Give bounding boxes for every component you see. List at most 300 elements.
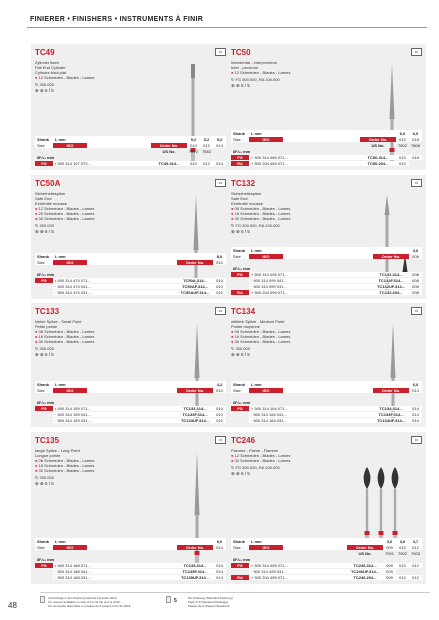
ref-number: + 500 204 099 071... xyxy=(249,290,373,295)
table-row xyxy=(35,538,226,544)
order-number: TC246.314... xyxy=(347,563,383,568)
table-row xyxy=(35,160,226,166)
product-code: TC134 xyxy=(231,307,256,316)
description-line: Safe End xyxy=(231,196,248,201)
value-cell: 010 xyxy=(213,278,226,283)
bullet-icon: ● xyxy=(35,211,39,216)
description-line: Sicherheitsspitze xyxy=(35,191,66,196)
diameter-label: Ø¹/₁₀ mm xyxy=(233,556,251,562)
ref-number: · 500 314 159 041... xyxy=(53,412,177,417)
order-number: TC133.314... xyxy=(177,406,213,411)
order-number: TC132.204... xyxy=(373,290,409,295)
package-icon: ▭ xyxy=(411,436,422,444)
order-number: TC135F.314... xyxy=(177,569,213,574)
table-row xyxy=(35,574,226,580)
speed-rpm xyxy=(231,465,280,470)
value-cell: 7572 xyxy=(189,148,198,154)
value-cell: 014 xyxy=(409,418,422,423)
description-line: Petite pointe xyxy=(35,324,58,329)
shank-type: FG xyxy=(35,406,53,411)
sterilization-icons: ⊕ ⊕ 6 / 5 xyxy=(35,481,54,486)
ref-number: • 500 314 474 071... xyxy=(53,278,177,283)
order-number: TC132UF.314... xyxy=(373,284,409,289)
value-cell: 3,6 xyxy=(386,538,393,544)
ref-number: · 500 314 474 041... xyxy=(53,284,177,289)
iso-header: ISO xyxy=(249,137,283,142)
table-row xyxy=(35,253,226,259)
table-row xyxy=(35,417,226,423)
value-cell: 010 xyxy=(187,161,200,166)
bullet-icon: ● xyxy=(35,75,39,80)
speed-value: 300.000 xyxy=(235,346,250,351)
speed-icon: ↻ xyxy=(35,346,40,351)
value-cell: 008 xyxy=(412,253,419,259)
bullet-icon: ● xyxy=(231,211,235,216)
ref-number: • 500 314 159 071... xyxy=(53,406,177,411)
length-label: L mm xyxy=(251,381,262,387)
ref-number: + 500 314 164 071... xyxy=(249,406,373,411)
diameter-label: Ø¹/₁₀ mm xyxy=(37,271,55,277)
value-cell: 3,7 xyxy=(412,538,419,544)
table-row xyxy=(231,283,422,289)
bullet-icon: ● xyxy=(35,463,39,468)
product-code: TC50 xyxy=(231,48,251,57)
bur-shape xyxy=(364,467,371,547)
ref-number: + 500 204 495 071... xyxy=(249,575,347,580)
table-row xyxy=(231,289,422,295)
sterilization-icons: ⊕ ⊕ 6 / 5 xyxy=(35,229,54,234)
description-line: Flamme - Flame - Flamme xyxy=(231,448,279,453)
speed-icon: ↻ xyxy=(35,82,40,87)
footer-note-left xyxy=(48,596,131,608)
ref-number: · 500 314 099 031... xyxy=(249,284,373,289)
table-row xyxy=(231,277,422,283)
length-label: L mm xyxy=(251,538,262,544)
value-cell: 010 xyxy=(213,406,226,411)
value-cell: 8,0 xyxy=(216,253,223,259)
value-cell: 014 xyxy=(409,412,422,417)
value-cell: 009 xyxy=(383,575,396,580)
diameter-label: Ø¹/₁₀ mm xyxy=(37,399,55,405)
blade-count-text: 30 Schneiden - Blades - Lames xyxy=(234,216,291,221)
blade-count-text: 12 Schneiden - Blades - Lames xyxy=(234,453,291,458)
value-cell: 009 xyxy=(383,563,396,568)
value-cell: 010 xyxy=(216,259,223,265)
blade-count-text: 30 Schneiden - Blades - Lames xyxy=(234,458,291,463)
order-table xyxy=(35,253,226,295)
product-code: TC50A xyxy=(35,179,61,188)
value-cell: 5,2 xyxy=(190,136,197,142)
order-number: TC134F.314... xyxy=(373,412,409,417)
product-code: TC133 xyxy=(35,307,60,316)
bullet-icon: ● xyxy=(231,70,235,75)
page-header xyxy=(27,8,427,28)
product-description xyxy=(35,448,94,473)
length-label: L mm xyxy=(55,253,66,259)
value-cell: 012 xyxy=(412,544,419,550)
shank-label: Shank xyxy=(233,381,246,387)
order-table xyxy=(35,538,226,580)
value-cell: 008 xyxy=(409,278,422,283)
speed-rpm xyxy=(231,77,280,82)
ref-number: · 500 314 099 041... xyxy=(249,278,373,283)
blade-count-text: 08 Schneiden - Blades - Lames xyxy=(234,329,291,334)
value-cell: 014 xyxy=(213,563,226,568)
footer-left-line: Auf Anfrage in 6er-Packung lieferbar bis Ende 2019. xyxy=(48,596,118,600)
order-header: Order No. xyxy=(151,143,187,148)
size-label: Size xyxy=(37,259,45,265)
ref-number: · 500 314 159 031... xyxy=(53,418,177,423)
bullet-icon: ● xyxy=(231,334,235,339)
blade-count-text: 08 Schneiden - Blades - Lames xyxy=(38,458,95,463)
bullet-icon: ● xyxy=(35,216,39,221)
ref-number: + 500 314 099 071... xyxy=(249,272,373,277)
value-cell: 010 xyxy=(396,155,409,160)
value-cell: 5,2 xyxy=(216,136,223,142)
blade-count-text: 20 Schneiden - Blades - Lames xyxy=(38,211,95,216)
sterilization-icons: ⊕ ⊕ 6 / 5 xyxy=(231,471,250,476)
sterilization-icons: ⊕ ⊕ 6 / 5 xyxy=(231,83,250,88)
order-table xyxy=(35,381,226,423)
iso-header: ISO xyxy=(53,260,87,265)
order-header: Order No. xyxy=(373,254,409,259)
order-table xyxy=(231,247,422,295)
description-line: lange Spitze - Long Point xyxy=(35,448,80,453)
shank-label: Shank xyxy=(37,538,50,544)
value-cell: 010 xyxy=(396,161,409,166)
bur-shape xyxy=(378,467,385,547)
ref-number: · 500 314 164 031... xyxy=(249,418,373,423)
value-cell: 009 xyxy=(386,544,393,550)
diameter-label: Ø¹/₁₀ mm xyxy=(37,154,55,160)
ref-number: · 500 314 168 031... xyxy=(53,575,177,580)
order-number: TC49.314... xyxy=(151,161,187,166)
value-cell: 012 xyxy=(203,142,210,148)
speed-value: 300.000 xyxy=(39,346,54,351)
table-row xyxy=(231,538,422,544)
order-number: TC50.314... xyxy=(360,155,396,160)
table-row xyxy=(35,277,226,283)
length-label: L mm xyxy=(251,247,262,253)
description-line: Extrémité mousse xyxy=(35,201,68,206)
us-label: US No. xyxy=(358,550,372,556)
speed-rpm xyxy=(35,346,54,351)
diameter-label: Ø¹/₁₀ mm xyxy=(233,265,251,271)
description-line: kleine Spitze - Small Point xyxy=(35,319,82,324)
footer-right-line: Paquet de 5 (Paquet Standard) xyxy=(188,604,230,608)
blade-count-text: 08 Schneiden - Blades - Lames xyxy=(234,206,291,211)
speed-icon: ↻ xyxy=(35,223,40,228)
speed-value: FG 300.000, RA 100.000 xyxy=(235,223,280,228)
table-row xyxy=(231,574,422,580)
us-label: US No. xyxy=(371,142,385,148)
footer-pack-number: 5 xyxy=(174,598,177,604)
value-cell: 4,2 xyxy=(216,381,223,387)
value-cell: 012 xyxy=(200,161,213,166)
blade-count-line xyxy=(231,339,290,344)
speed-icon: ↻ xyxy=(231,465,236,470)
table-row xyxy=(231,568,422,574)
value-cell: 7583 xyxy=(202,148,211,154)
package-icon: ▭ xyxy=(411,307,422,315)
order-header: Order No. xyxy=(347,545,383,550)
size-label: Size xyxy=(233,544,241,550)
size-label: Size xyxy=(233,253,241,259)
speed-rpm xyxy=(231,223,280,228)
diameter-label: Ø¹/₁₀ mm xyxy=(233,148,251,154)
table-row xyxy=(231,411,422,417)
table-row xyxy=(231,417,422,423)
ref-number: • 500 314 168 071... xyxy=(53,563,177,568)
shank-type: RA xyxy=(231,290,249,295)
table-row xyxy=(35,568,226,574)
product-panel xyxy=(31,303,230,427)
value-cell: 010 xyxy=(399,544,406,550)
value-cell: 018 xyxy=(412,136,419,142)
package-icon: ▭ xyxy=(215,307,226,315)
order-number: TC135UF.314... xyxy=(177,575,213,580)
table-row xyxy=(231,154,422,160)
bur-illustration xyxy=(173,64,236,184)
shank-type: FG xyxy=(35,278,53,283)
shank-type: FG xyxy=(231,563,249,568)
blade-count-text: 30 Schneiden - Blades - Lames xyxy=(234,339,291,344)
order-number: TC50AF.314... xyxy=(177,284,213,289)
table-row xyxy=(231,271,422,277)
page-number: 48 xyxy=(8,601,17,610)
value-cell: 008 xyxy=(409,290,422,295)
value-cell: 7902 xyxy=(398,550,407,556)
shank-type: FG xyxy=(35,563,53,568)
bullet-icon: ● xyxy=(35,334,39,339)
shank-label: Shank xyxy=(233,130,246,136)
description-line: Flat End Cylinder xyxy=(35,65,66,70)
value-cell: 014 xyxy=(213,575,226,580)
shank-label: Shank xyxy=(37,136,50,142)
iso-header: ISO xyxy=(53,388,87,393)
value-cell: 010 xyxy=(399,136,406,142)
order-header: Order No. xyxy=(360,137,396,142)
order-header: Order No. xyxy=(373,388,409,393)
shank-type: FG xyxy=(231,272,249,277)
speed-value: 300.000 xyxy=(39,475,54,480)
speed-rpm xyxy=(35,82,54,87)
size-label: Size xyxy=(233,136,241,142)
value-cell: 6,0 xyxy=(399,130,406,136)
product-description xyxy=(231,60,290,75)
size-label: Size xyxy=(37,142,45,148)
blade-count-text: 30 Schneiden - Blades - Lames xyxy=(38,339,95,344)
value-cell: 010 xyxy=(213,418,226,423)
blade-count-text: 08 Schneiden - Blades - Lames xyxy=(38,329,95,334)
bullet-icon: ● xyxy=(231,329,235,334)
blade-count-text: 30 Schneiden - Blades - Lames xyxy=(38,468,95,473)
description-line: Zylinder flach xyxy=(35,60,59,65)
bullet-icon: ● xyxy=(231,458,235,463)
footer-note-right xyxy=(188,596,233,608)
product-code: TC246 xyxy=(231,436,256,445)
value-cell: 7901 xyxy=(385,550,394,556)
footer-pack5-icon xyxy=(166,596,171,603)
bullet-icon: ● xyxy=(35,468,39,473)
value-cell: 010 xyxy=(396,563,409,568)
footer-left-line: Sur demande disponible en paquet de 6 jusqu'à la fin de 2019. xyxy=(48,604,132,608)
bullet-icon: ● xyxy=(35,339,39,344)
description-line: Longue pointe xyxy=(35,453,61,458)
product-description xyxy=(231,191,290,221)
iso-header: ISO xyxy=(249,388,283,393)
shank-type: FG xyxy=(231,155,249,160)
length-label: L mm xyxy=(251,130,262,136)
speed-icon: ↻ xyxy=(231,346,236,351)
bullet-icon: ● xyxy=(35,329,39,334)
ref-number: · 500 314 495 031... xyxy=(249,569,347,574)
iso-header: ISO xyxy=(53,143,87,148)
blade-count-line xyxy=(231,458,290,463)
ref-number: + 500 314 495 071... xyxy=(249,563,347,568)
value-cell: 3,0 xyxy=(412,247,419,253)
shank-label: Shank xyxy=(233,247,246,253)
speed-rpm xyxy=(35,223,54,228)
product-description xyxy=(231,448,290,463)
order-number: TC132F.314... xyxy=(373,278,409,283)
order-number: TC246.204... xyxy=(347,575,383,580)
product-description xyxy=(35,191,94,221)
bullet-icon: ● xyxy=(231,453,235,458)
bur-shape xyxy=(392,467,399,547)
page-header-title: FINIERER • FINISHERS • INSTRUMENTS À FINIR xyxy=(30,16,204,23)
description-line: mittlere Spitze - Medium Point xyxy=(231,319,285,324)
value-cell: 018 xyxy=(409,155,422,160)
order-number: TC132.314... xyxy=(373,272,409,277)
value-cell: 9,0 xyxy=(216,538,223,544)
iso-header: ISO xyxy=(53,545,87,550)
blade-count-text: 30 Schneiden - Blades - Lames xyxy=(38,216,95,221)
value-cell: 012 xyxy=(409,575,422,580)
diameter-label: Ø¹/₁₀ mm xyxy=(37,556,55,562)
order-number: TC246UF.314... xyxy=(347,569,383,574)
ref-number: · 500 314 474 031... xyxy=(53,290,177,295)
footer-right-line: Pack of 5 (Standard Package) xyxy=(188,600,229,604)
product-description xyxy=(35,319,94,344)
product-panel xyxy=(227,432,426,584)
shank-label: Shank xyxy=(233,538,246,544)
ref-number: · 500 314 168 041... xyxy=(53,569,177,574)
value-cell: 010 xyxy=(213,412,226,417)
product-panel xyxy=(31,175,230,299)
product-panel xyxy=(227,175,426,299)
speed-icon: ↻ xyxy=(231,77,236,82)
value-cell: 008 xyxy=(409,284,422,289)
product-code: TC49 xyxy=(35,48,55,57)
blade-count-line xyxy=(231,70,290,75)
blade-count-line xyxy=(35,339,94,344)
product-panel xyxy=(227,44,426,170)
table-row xyxy=(231,130,422,136)
table-row xyxy=(231,562,422,568)
speed-value: 300.000 xyxy=(39,82,54,87)
order-number: TC50.204... xyxy=(360,161,396,166)
description-line: Cylindre bout plat xyxy=(35,70,67,75)
ref-number: • 500 314 107 072... xyxy=(53,161,151,166)
value-cell: 014 xyxy=(409,406,422,411)
table-row xyxy=(35,136,226,142)
package-icon: ▭ xyxy=(215,436,226,444)
speed-value: 300.000 xyxy=(39,223,54,228)
sterilization-icons: ⊕ ⊕ 6 / 5 xyxy=(35,88,54,93)
description-line: Extrémité mousse xyxy=(231,201,264,206)
iso-header: ISO xyxy=(249,254,283,259)
product-panel xyxy=(31,432,230,584)
value-cell: 7802 xyxy=(398,142,407,148)
description-line: Interdental - Interproximal xyxy=(231,60,277,65)
order-number: TC50AUF.314... xyxy=(177,290,213,295)
bullet-icon: ● xyxy=(35,206,39,211)
order-table xyxy=(231,538,422,580)
description-line: Safe End xyxy=(35,196,52,201)
description-line: Pointe moyenne xyxy=(231,324,260,329)
product-description xyxy=(231,319,290,344)
product-code: TC135 xyxy=(35,436,60,445)
value-cell: 010 xyxy=(216,387,223,393)
value-cell: 6,0 xyxy=(412,381,419,387)
order-number: TC50A.314... xyxy=(177,278,213,283)
order-number: TC134.314... xyxy=(373,406,409,411)
length-label: L mm xyxy=(55,538,66,544)
value-cell: 3,6 xyxy=(399,538,406,544)
table-row xyxy=(231,247,422,253)
table-row xyxy=(231,160,422,166)
table-row xyxy=(231,381,422,387)
footer-left-line: On request available in pack of 6 until the end of 2019. xyxy=(48,600,121,604)
size-label: Size xyxy=(37,387,45,393)
shank-type: FG xyxy=(231,406,249,411)
order-number: TC134UF.314... xyxy=(373,418,409,423)
value-cell: 010 xyxy=(396,575,409,580)
value-cell: 010 xyxy=(190,142,197,148)
blade-count-line xyxy=(35,216,94,221)
value-cell: 009 xyxy=(383,569,396,574)
value-cell: 5,2 xyxy=(203,136,210,142)
iso-header: ISO xyxy=(249,545,283,550)
value-cell: 012 xyxy=(409,563,422,568)
blade-count-text: 16 Schneiden - Blades - Lames xyxy=(234,334,291,339)
blade-count-text: 12 Schneiden - Blades - Lames xyxy=(38,75,95,80)
table-row xyxy=(35,289,226,295)
page-footer xyxy=(40,592,430,612)
order-table xyxy=(231,381,422,423)
bur-illustration xyxy=(372,64,432,184)
value-cell: 014 xyxy=(216,142,223,148)
bullet-icon: ● xyxy=(231,339,235,344)
order-number: TC133F.314... xyxy=(177,412,213,417)
size-label: Size xyxy=(37,544,45,550)
shank-type: RA xyxy=(231,161,249,166)
blade-count-line xyxy=(35,75,94,80)
order-table xyxy=(231,130,422,166)
shank-label: Shank xyxy=(37,381,50,387)
product-code: TC132 xyxy=(231,179,256,188)
value-cell: 014 xyxy=(213,161,226,166)
bullet-icon: ● xyxy=(231,206,235,211)
order-table xyxy=(35,136,226,166)
value-cell: 010 xyxy=(213,290,226,295)
description-line: Inter - proximal xyxy=(231,65,258,70)
value-cell: 014 xyxy=(412,387,419,393)
length-label: L mm xyxy=(55,381,66,387)
sterilization-icons: ⊕ ⊕ 6 / 5 xyxy=(231,352,250,357)
diameter-label: Ø¹/₁₀ mm xyxy=(233,399,251,405)
